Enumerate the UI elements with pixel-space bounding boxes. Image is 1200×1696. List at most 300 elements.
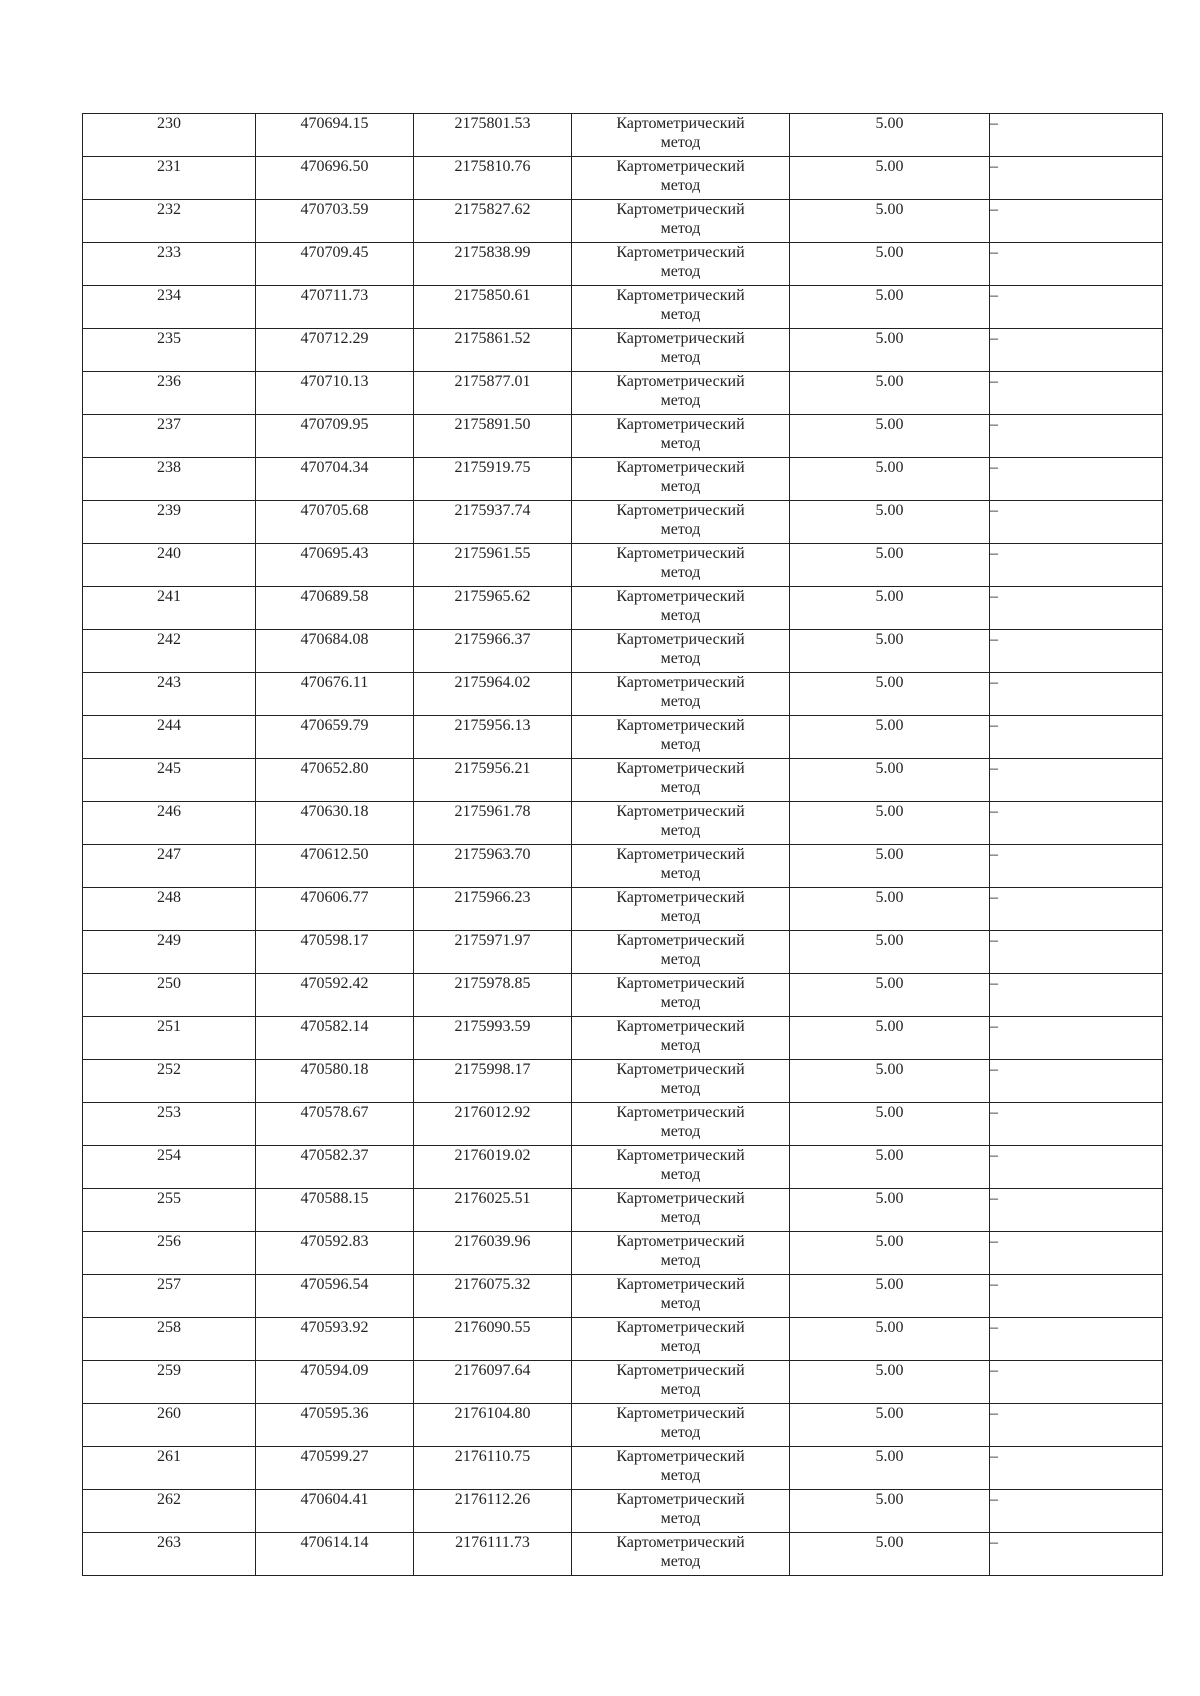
- y-coordinate-cell: 2176019.02: [414, 1146, 572, 1189]
- x-coordinate-cell: 470594.09: [256, 1361, 414, 1404]
- table-row: [83, 329, 1163, 372]
- y-coordinate-cell: 2175956.13: [414, 716, 572, 759]
- accuracy-cell: 5.00: [790, 200, 990, 243]
- point-number-cell: 238: [83, 458, 256, 501]
- accuracy-cell: 5.00: [790, 1232, 990, 1275]
- method-cell: [572, 372, 790, 415]
- point-number-cell: 240: [83, 544, 256, 587]
- x-coordinate-cell: 470599.27: [256, 1447, 414, 1490]
- point-number-cell: 231: [83, 157, 256, 200]
- note-cell: –: [990, 1404, 1163, 1447]
- note-cell: –: [990, 845, 1163, 888]
- note-cell: –: [990, 1447, 1163, 1490]
- accuracy-cell: 5.00: [790, 716, 990, 759]
- y-coordinate-cell: 2176104.80: [414, 1404, 572, 1447]
- method-cell: [572, 1318, 790, 1361]
- table-row: [83, 200, 1163, 243]
- point-number-cell: 239: [83, 501, 256, 544]
- accuracy-cell: 5.00: [790, 286, 990, 329]
- coordinates-table: [82, 113, 1163, 1576]
- method-text-line1: Картометрический: [616, 158, 745, 175]
- x-coordinate-cell: 470711.73: [256, 286, 414, 329]
- method-text-line1: Картометрический: [616, 631, 745, 648]
- method-text-line1: Картометрический: [616, 1405, 745, 1422]
- method-cell: [572, 286, 790, 329]
- accuracy-cell: 5.00: [790, 157, 990, 200]
- table-row: [83, 157, 1163, 200]
- point-number-cell: 249: [83, 931, 256, 974]
- note-cell: –: [990, 716, 1163, 759]
- y-coordinate-cell: 2175966.23: [414, 888, 572, 931]
- point-number-cell: 263: [83, 1533, 256, 1576]
- accuracy-cell: 5.00: [790, 931, 990, 974]
- y-coordinate-cell: 2175966.37: [414, 630, 572, 673]
- point-number-cell: 241: [83, 587, 256, 630]
- y-coordinate-cell: 2175919.75: [414, 458, 572, 501]
- y-coordinate-cell: 2175810.76: [414, 157, 572, 200]
- note-cell: –: [990, 931, 1163, 974]
- y-coordinate-cell: 2176112.26: [414, 1490, 572, 1533]
- y-coordinate-cell: 2175801.53: [414, 114, 572, 157]
- note-cell: –: [990, 200, 1163, 243]
- method-text-line1: Картометрический: [616, 1276, 745, 1293]
- method-text-line1: Картометрический: [616, 502, 745, 519]
- note-cell: –: [990, 974, 1163, 1017]
- method-text-line1: Картометрический: [616, 588, 745, 605]
- method-cell: [572, 1404, 790, 1447]
- table-row: [83, 243, 1163, 286]
- coordinates-table-body: [83, 114, 1163, 1576]
- point-number-cell: 236: [83, 372, 256, 415]
- method-cell: [572, 1103, 790, 1146]
- table-row: [83, 1275, 1163, 1318]
- accuracy-cell: 5.00: [790, 415, 990, 458]
- accuracy-cell: 5.00: [790, 329, 990, 372]
- x-coordinate-cell: 470712.29: [256, 329, 414, 372]
- method-text-line1: Картометрический: [616, 1233, 745, 1250]
- method-text-line1: Картометрический: [616, 287, 745, 304]
- method-text-line2: метод: [660, 994, 701, 1011]
- x-coordinate-cell: 470710.13: [256, 372, 414, 415]
- note-cell: –: [990, 1232, 1163, 1275]
- table-row: [83, 1017, 1163, 1060]
- x-coordinate-cell: 470580.18: [256, 1060, 414, 1103]
- note-cell: –: [990, 458, 1163, 501]
- note-cell: –: [990, 1146, 1163, 1189]
- table-row: [83, 1189, 1163, 1232]
- y-coordinate-cell: 2176025.51: [414, 1189, 572, 1232]
- accuracy-cell: 5.00: [790, 630, 990, 673]
- x-coordinate-cell: 470604.41: [256, 1490, 414, 1533]
- method-text-line2: метод: [660, 693, 701, 710]
- method-cell: [572, 716, 790, 759]
- note-cell: –: [990, 802, 1163, 845]
- y-coordinate-cell: 2175993.59: [414, 1017, 572, 1060]
- accuracy-cell: 5.00: [790, 888, 990, 931]
- table-row: [83, 931, 1163, 974]
- accuracy-cell: 5.00: [790, 1361, 990, 1404]
- x-coordinate-cell: 470659.79: [256, 716, 414, 759]
- table-row: [83, 1146, 1163, 1189]
- x-coordinate-cell: 470694.15: [256, 114, 414, 157]
- y-coordinate-cell: 2175877.01: [414, 372, 572, 415]
- note-cell: –: [990, 1318, 1163, 1361]
- y-coordinate-cell: 2175978.85: [414, 974, 572, 1017]
- x-coordinate-cell: 470593.92: [256, 1318, 414, 1361]
- method-cell: [572, 501, 790, 544]
- method-text-line1: Картометрический: [616, 1190, 745, 1207]
- method-text-line2: метод: [660, 1166, 701, 1183]
- table-row: [83, 759, 1163, 802]
- point-number-cell: 251: [83, 1017, 256, 1060]
- y-coordinate-cell: 2175956.21: [414, 759, 572, 802]
- method-text-line1: Картометрический: [616, 1362, 745, 1379]
- accuracy-cell: 5.00: [790, 587, 990, 630]
- accuracy-cell: 5.00: [790, 974, 990, 1017]
- x-coordinate-cell: 470703.59: [256, 200, 414, 243]
- method-cell: [572, 1017, 790, 1060]
- accuracy-cell: 5.00: [790, 1146, 990, 1189]
- point-number-cell: 250: [83, 974, 256, 1017]
- method-text-line1: Картометрический: [616, 760, 745, 777]
- accuracy-cell: 5.00: [790, 544, 990, 587]
- method-text-line2: метод: [660, 1037, 701, 1054]
- method-text-line1: Картометрический: [616, 244, 745, 261]
- method-cell: [572, 802, 790, 845]
- method-text-line2: метод: [660, 1123, 701, 1140]
- note-cell: –: [990, 587, 1163, 630]
- method-cell: [572, 1361, 790, 1404]
- x-coordinate-cell: 470595.36: [256, 1404, 414, 1447]
- method-cell: [572, 544, 790, 587]
- method-text-line2: метод: [660, 177, 701, 194]
- note-cell: –: [990, 888, 1163, 931]
- table-row: [83, 1103, 1163, 1146]
- point-number-cell: 230: [83, 114, 256, 157]
- point-number-cell: 233: [83, 243, 256, 286]
- accuracy-cell: 5.00: [790, 114, 990, 157]
- y-coordinate-cell: 2175937.74: [414, 501, 572, 544]
- method-text-line2: метод: [660, 1467, 701, 1484]
- y-coordinate-cell: 2176012.92: [414, 1103, 572, 1146]
- y-coordinate-cell: 2175850.61: [414, 286, 572, 329]
- point-number-cell: 234: [83, 286, 256, 329]
- note-cell: –: [990, 243, 1163, 286]
- note-cell: –: [990, 673, 1163, 716]
- method-text-line2: метод: [660, 1295, 701, 1312]
- table-row: [83, 501, 1163, 544]
- y-coordinate-cell: 2175861.52: [414, 329, 572, 372]
- point-number-cell: 256: [83, 1232, 256, 1275]
- table-row: [83, 415, 1163, 458]
- table-row: [83, 630, 1163, 673]
- note-cell: –: [990, 1189, 1163, 1232]
- point-number-cell: 246: [83, 802, 256, 845]
- x-coordinate-cell: 470592.83: [256, 1232, 414, 1275]
- method-cell: [572, 673, 790, 716]
- x-coordinate-cell: 470582.37: [256, 1146, 414, 1189]
- point-number-cell: 237: [83, 415, 256, 458]
- method-cell: [572, 1490, 790, 1533]
- method-cell: [572, 415, 790, 458]
- y-coordinate-cell: 2176097.64: [414, 1361, 572, 1404]
- table-row: [83, 114, 1163, 157]
- note-cell: –: [990, 1275, 1163, 1318]
- accuracy-cell: 5.00: [790, 1103, 990, 1146]
- y-coordinate-cell: 2176039.96: [414, 1232, 572, 1275]
- accuracy-cell: 5.00: [790, 1060, 990, 1103]
- method-text-line1: Картометрический: [616, 674, 745, 691]
- point-number-cell: 258: [83, 1318, 256, 1361]
- x-coordinate-cell: 470630.18: [256, 802, 414, 845]
- point-number-cell: 255: [83, 1189, 256, 1232]
- method-cell: [572, 1447, 790, 1490]
- table-row: [83, 1361, 1163, 1404]
- method-text-line1: Картометрический: [616, 803, 745, 820]
- point-number-cell: 262: [83, 1490, 256, 1533]
- table-row: [83, 974, 1163, 1017]
- point-number-cell: 244: [83, 716, 256, 759]
- accuracy-cell: 5.00: [790, 372, 990, 415]
- method-text-line2: метод: [660, 951, 701, 968]
- method-cell: [572, 1146, 790, 1189]
- method-text-line2: метод: [660, 908, 701, 925]
- method-text-line2: метод: [660, 1553, 701, 1570]
- method-text-line1: Картометрический: [616, 1061, 745, 1078]
- method-text-line1: Картометрический: [616, 889, 745, 906]
- note-cell: –: [990, 1490, 1163, 1533]
- point-number-cell: 261: [83, 1447, 256, 1490]
- y-coordinate-cell: 2175827.62: [414, 200, 572, 243]
- method-text-line2: метод: [660, 607, 701, 624]
- accuracy-cell: 5.00: [790, 1447, 990, 1490]
- y-coordinate-cell: 2175838.99: [414, 243, 572, 286]
- x-coordinate-cell: 470652.80: [256, 759, 414, 802]
- method-cell: [572, 200, 790, 243]
- method-text-line2: метод: [660, 521, 701, 538]
- table-row: [83, 1318, 1163, 1361]
- method-text-line2: метод: [660, 263, 701, 280]
- method-cell: [572, 458, 790, 501]
- point-number-cell: 254: [83, 1146, 256, 1189]
- method-text-line2: метод: [660, 1424, 701, 1441]
- method-text-line2: метод: [660, 220, 701, 237]
- table-row: [83, 372, 1163, 415]
- point-number-cell: 235: [83, 329, 256, 372]
- note-cell: –: [990, 372, 1163, 415]
- x-coordinate-cell: 470676.11: [256, 673, 414, 716]
- x-coordinate-cell: 470596.54: [256, 1275, 414, 1318]
- method-text-line1: Картометрический: [616, 1018, 745, 1035]
- accuracy-cell: 5.00: [790, 759, 990, 802]
- x-coordinate-cell: 470592.42: [256, 974, 414, 1017]
- table-row: [83, 845, 1163, 888]
- method-text-line2: метод: [660, 564, 701, 581]
- method-text-line1: Картометрический: [616, 846, 745, 863]
- method-cell: [572, 1533, 790, 1576]
- x-coordinate-cell: 470709.95: [256, 415, 414, 458]
- x-coordinate-cell: 470696.50: [256, 157, 414, 200]
- method-cell: [572, 1232, 790, 1275]
- point-number-cell: 243: [83, 673, 256, 716]
- method-text-line1: Картометрический: [616, 717, 745, 734]
- note-cell: –: [990, 1361, 1163, 1404]
- accuracy-cell: 5.00: [790, 1318, 990, 1361]
- method-cell: [572, 157, 790, 200]
- method-text-line1: Картометрический: [616, 975, 745, 992]
- accuracy-cell: 5.00: [790, 1490, 990, 1533]
- accuracy-cell: 5.00: [790, 1533, 990, 1576]
- y-coordinate-cell: 2176075.32: [414, 1275, 572, 1318]
- method-cell: [572, 114, 790, 157]
- accuracy-cell: 5.00: [790, 802, 990, 845]
- point-number-cell: 252: [83, 1060, 256, 1103]
- method-text-line2: метод: [660, 779, 701, 796]
- method-text-line1: Картометрический: [616, 459, 745, 476]
- note-cell: –: [990, 1060, 1163, 1103]
- method-text-line1: Картометрический: [616, 1319, 745, 1336]
- table-row: [83, 888, 1163, 931]
- method-text-line1: Картометрический: [616, 1147, 745, 1164]
- method-text-line2: метод: [660, 1080, 701, 1097]
- x-coordinate-cell: 470684.08: [256, 630, 414, 673]
- method-text-line1: Картометрический: [616, 201, 745, 218]
- method-text-line2: метод: [660, 392, 701, 409]
- method-cell: [572, 759, 790, 802]
- x-coordinate-cell: 470582.14: [256, 1017, 414, 1060]
- method-text-line2: метод: [660, 822, 701, 839]
- note-cell: –: [990, 759, 1163, 802]
- y-coordinate-cell: 2175964.02: [414, 673, 572, 716]
- y-coordinate-cell: 2176090.55: [414, 1318, 572, 1361]
- y-coordinate-cell: 2175998.17: [414, 1060, 572, 1103]
- table-row: [83, 587, 1163, 630]
- accuracy-cell: 5.00: [790, 458, 990, 501]
- accuracy-cell: 5.00: [790, 1404, 990, 1447]
- note-cell: –: [990, 286, 1163, 329]
- method-cell: [572, 1189, 790, 1232]
- method-text-line1: Картометрический: [616, 330, 745, 347]
- note-cell: –: [990, 501, 1163, 544]
- point-number-cell: 247: [83, 845, 256, 888]
- method-text-line2: метод: [660, 306, 701, 323]
- note-cell: –: [990, 1533, 1163, 1576]
- method-cell: [572, 587, 790, 630]
- table-row: [83, 802, 1163, 845]
- method-text-line2: метод: [660, 1209, 701, 1226]
- point-number-cell: 242: [83, 630, 256, 673]
- point-number-cell: 248: [83, 888, 256, 931]
- note-cell: –: [990, 630, 1163, 673]
- note-cell: –: [990, 415, 1163, 458]
- x-coordinate-cell: 470598.17: [256, 931, 414, 974]
- accuracy-cell: 5.00: [790, 243, 990, 286]
- method-cell: [572, 931, 790, 974]
- method-text-line2: метод: [660, 134, 701, 151]
- table-row: [83, 458, 1163, 501]
- accuracy-cell: 5.00: [790, 501, 990, 544]
- table-row: [83, 1404, 1163, 1447]
- method-text-line1: Картометрический: [616, 932, 745, 949]
- method-text-line1: Картометрический: [616, 1104, 745, 1121]
- method-text-line1: Картометрический: [616, 373, 745, 390]
- method-cell: [572, 974, 790, 1017]
- x-coordinate-cell: 470704.34: [256, 458, 414, 501]
- method-text-line2: метод: [660, 865, 701, 882]
- method-text-line1: Картометрический: [616, 1491, 745, 1508]
- point-number-cell: 257: [83, 1275, 256, 1318]
- accuracy-cell: 5.00: [790, 1189, 990, 1232]
- y-coordinate-cell: 2175961.78: [414, 802, 572, 845]
- table-row: [83, 716, 1163, 759]
- y-coordinate-cell: 2176110.75: [414, 1447, 572, 1490]
- method-text-line2: метод: [660, 650, 701, 667]
- point-number-cell: 232: [83, 200, 256, 243]
- method-text-line2: метод: [660, 1338, 701, 1355]
- method-text-line2: метод: [660, 1381, 701, 1398]
- method-cell: [572, 888, 790, 931]
- x-coordinate-cell: 470606.77: [256, 888, 414, 931]
- note-cell: –: [990, 114, 1163, 157]
- table-row: [83, 1533, 1163, 1576]
- table-row: [83, 544, 1163, 587]
- method-text-line2: метод: [660, 349, 701, 366]
- note-cell: –: [990, 157, 1163, 200]
- table-row: [83, 1232, 1163, 1275]
- method-text-line2: метод: [660, 1510, 701, 1527]
- x-coordinate-cell: 470578.67: [256, 1103, 414, 1146]
- accuracy-cell: 5.00: [790, 1275, 990, 1318]
- method-text-line1: Картометрический: [616, 1448, 745, 1465]
- x-coordinate-cell: 470689.58: [256, 587, 414, 630]
- x-coordinate-cell: 470705.68: [256, 501, 414, 544]
- x-coordinate-cell: 470695.43: [256, 544, 414, 587]
- method-text-line1: Картометрический: [616, 416, 745, 433]
- accuracy-cell: 5.00: [790, 845, 990, 888]
- method-text-line2: метод: [660, 736, 701, 753]
- point-number-cell: 253: [83, 1103, 256, 1146]
- method-cell: [572, 1275, 790, 1318]
- x-coordinate-cell: 470614.14: [256, 1533, 414, 1576]
- y-coordinate-cell: 2175971.97: [414, 931, 572, 974]
- method-text-line1: Картометрический: [616, 1534, 745, 1551]
- accuracy-cell: 5.00: [790, 673, 990, 716]
- point-number-cell: 245: [83, 759, 256, 802]
- method-text-line1: Картометрический: [616, 545, 745, 562]
- method-text-line2: метод: [660, 1252, 701, 1269]
- note-cell: –: [990, 1103, 1163, 1146]
- y-coordinate-cell: 2175963.70: [414, 845, 572, 888]
- note-cell: –: [990, 544, 1163, 587]
- x-coordinate-cell: 470612.50: [256, 845, 414, 888]
- table-row: [83, 1490, 1163, 1533]
- table-row: [83, 286, 1163, 329]
- x-coordinate-cell: 470709.45: [256, 243, 414, 286]
- method-cell: [572, 845, 790, 888]
- table-row: [83, 673, 1163, 716]
- method-cell: [572, 329, 790, 372]
- x-coordinate-cell: 470588.15: [256, 1189, 414, 1232]
- point-number-cell: 259: [83, 1361, 256, 1404]
- method-cell: [572, 1060, 790, 1103]
- accuracy-cell: 5.00: [790, 1017, 990, 1060]
- y-coordinate-cell: 2176111.73: [414, 1533, 572, 1576]
- table-row: [83, 1447, 1163, 1490]
- y-coordinate-cell: 2175961.55: [414, 544, 572, 587]
- method-text-line2: метод: [660, 435, 701, 452]
- note-cell: –: [990, 329, 1163, 372]
- method-text-line1: Картометрический: [616, 115, 745, 132]
